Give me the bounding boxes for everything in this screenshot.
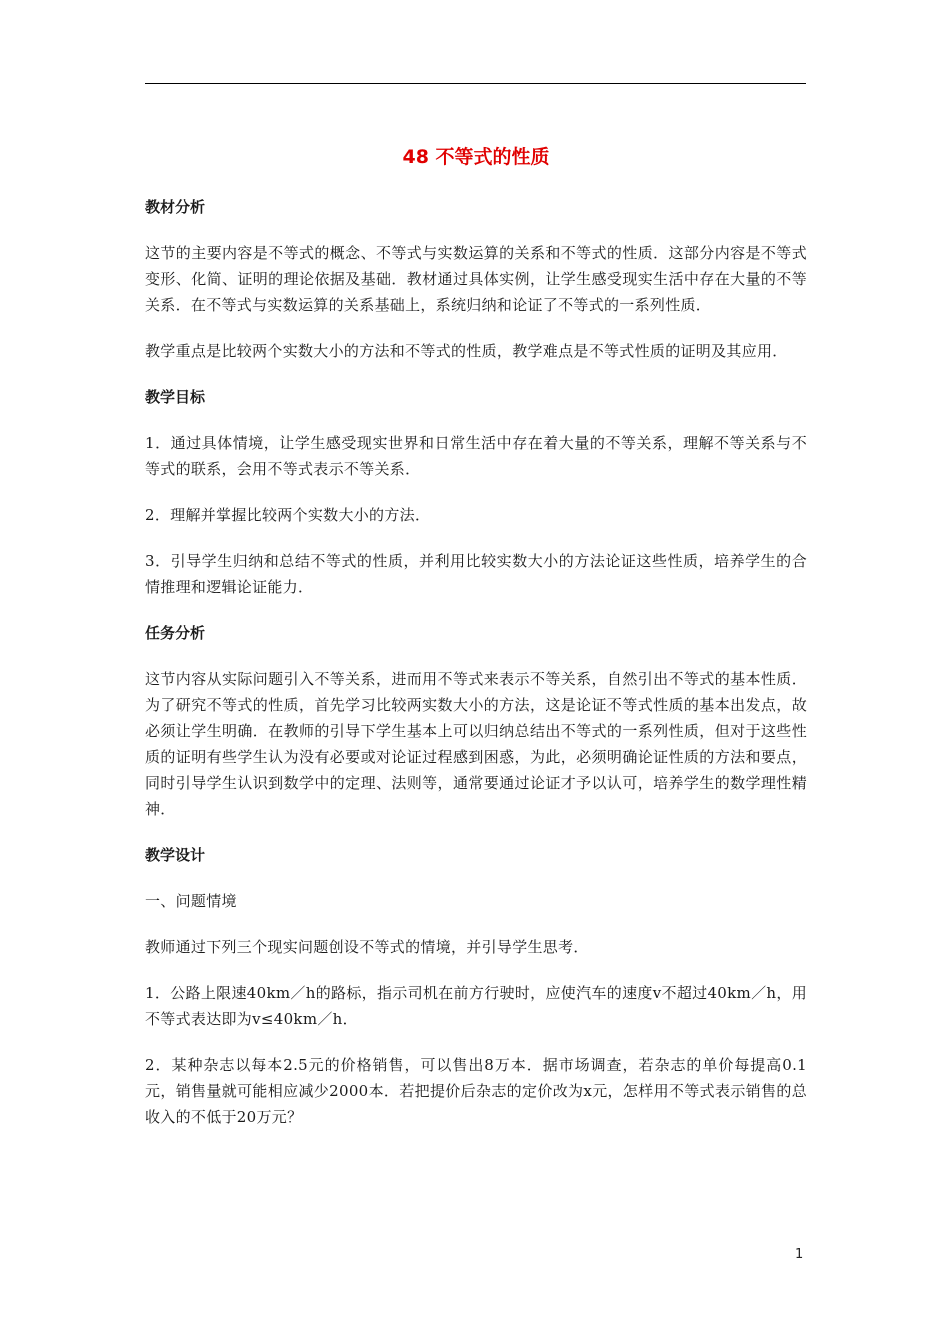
paragraph: 1．通过具体情境，让学生感受现实世界和日常生活中存在着大量的不等关系，理解不等关系与不等式的联系，会用不等式表示不等关系． xyxy=(145,434,807,478)
header-rule xyxy=(145,83,806,84)
paragraph: 这节的主要内容是不等式的概念、不等式与实数运算的关系和不等式的性质．这部分内容是不等式变形、化简、证明的理论依据及基础．教材通过具体实例，让学生感受现实生活中存在大量的不等关系．在不等式与实数运算的关系基础上，系统归纳和论证了不等式的一系列性质． xyxy=(145,244,807,314)
paragraph: 教学重点是比较两个实数大小的方法和不等式的性质，教学难点是不等式性质的证明及其应用． xyxy=(145,342,788,360)
section-heading-teaching-design: 教学设计 xyxy=(145,846,206,864)
document-title: 48 不等式的性质 xyxy=(402,146,550,168)
paragraph: 2．某种杂志以每本2.5元的价格销售，可以售出8万本．据市场调查，若杂志的单价每提高0.1元，销售量就可能相应减少2000本．若把提价后杂志的定价改为x元，怎样用不等式表示销售的总收入的不低于20万元？ xyxy=(145,1056,807,1126)
section-heading-teaching-goals: 教学目标 xyxy=(145,388,206,406)
paragraph: 2．理解并掌握比较两个实数大小的方法． xyxy=(145,506,431,524)
section-heading-textbook-analysis: 教材分析 xyxy=(145,198,206,216)
document-body xyxy=(145,138,807,1150)
paragraph: 一、问题情境 xyxy=(145,892,237,910)
paragraph: 1．公路上限速40km／h的路标，指示司机在前方行驶时，应使汽车的速度v不超过40km／h，用不等式表达即为v≤40km／h． xyxy=(145,984,807,1028)
paragraph: 3．引导学生归纳和总结不等式的性质，并利用比较实数大小的方法论证这些性质，培养学生的合情推理和逻辑论证能力． xyxy=(145,552,807,596)
paragraph: 这节内容从实际问题引入不等关系，进而用不等式来表示不等关系，自然引出不等式的基本性质．为了研究不等式的性质，首先学习比较两实数大小的方法，这是论证不等式性质的基本出发点，故必须让学生明确．在教师的引导下学生基本上可以归纳总结出不等式的一系列性质，但对于这些性质的证明有些学生认为没有必要或对论证过程感到困惑，为此，必须明确论证性质的方法和要点，同时引导学生认识到数学中的定理、法则等，通常要通过论证才予以认可，培养学生的数学理性精神． xyxy=(145,670,807,818)
page-number: 1 xyxy=(795,1247,804,1262)
paragraph: 教师通过下列三个现实问题创设不等式的情境，并引导学生思考． xyxy=(145,938,589,956)
section-heading-task-analysis: 任务分析 xyxy=(145,624,206,642)
